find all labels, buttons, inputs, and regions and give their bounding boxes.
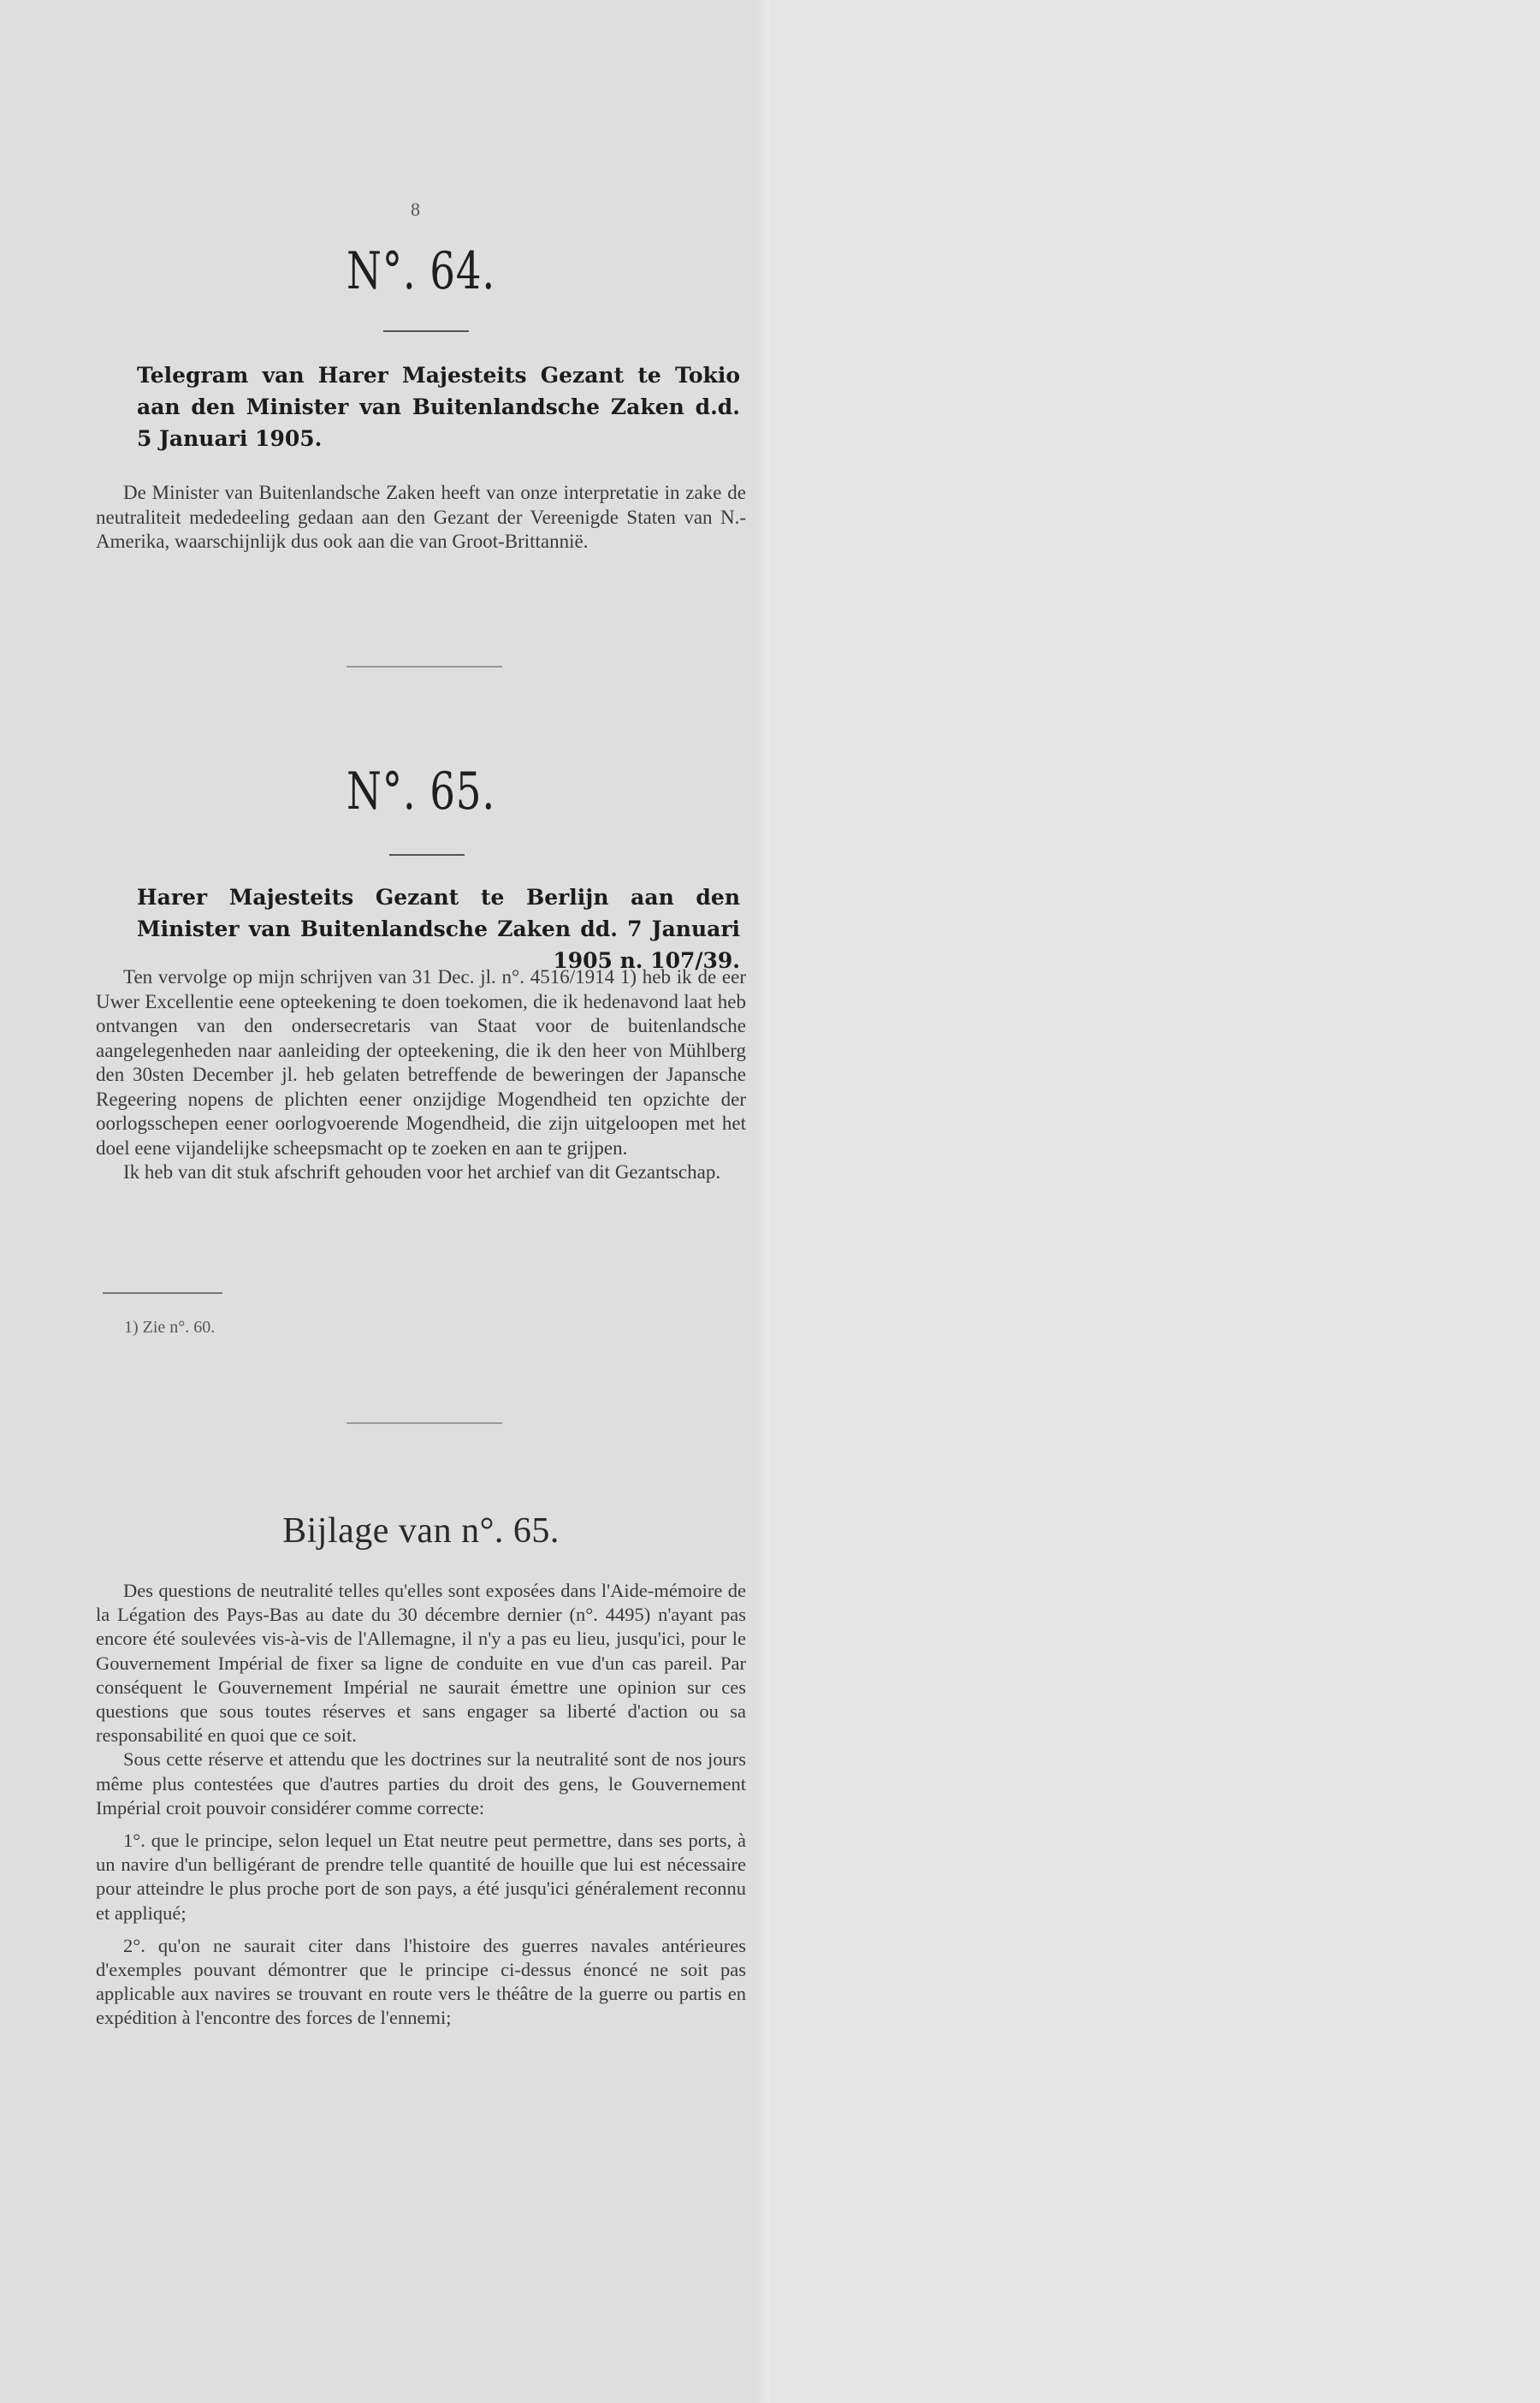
section-65-body bbox=[96, 965, 746, 1185]
bijlage-paragraph-2: Sous cette réserve et attendu que les doctrines sur la neutralité sont de nos jours même plus contestées que d'autres parties du droit des gens, le Gouvernement Impérial croit pouvoir considérer comme correcte: bbox=[96, 1748, 746, 1819]
section-divider-2 bbox=[346, 1422, 502, 1424]
bijlage-heading: Bijlage van n°. 65. bbox=[282, 1511, 560, 1551]
section-65-heading: N°. 65. bbox=[346, 762, 495, 822]
section-64-title: Telegram van Harer Majesteits Gezant te Tokio aan den Minister van Buitenlandsche Zaken d.d. 5 Januari 1905. bbox=[137, 363, 740, 451]
section-64-paragraph: De Minister van Buitenlandsche Zaken heeft van onze interpretatie in zake de neutraliteit mededeeling gedaan aan den Gezant der Vereenigde Staten van N.-Amerika, waarschijnlijk dus ook aan die van Groot-Brittannië. bbox=[96, 482, 746, 552]
bijlage-paragraph-3: 1°. que le principe, selon lequel un Etat neutre peut permettre, dans ses ports, à un navire d'un belligérant de prendre telle quantité de houille que lui est nécessaire pour atteindre le plus proche port de son pays, a été jusqu'ici généralement reconnu et appliqué; bbox=[96, 1830, 746, 1924]
section-divider bbox=[346, 666, 502, 668]
bijlage-paragraph-1: Des questions de neutralité telles qu'elles sont exposées dans l'Aide-mémoire de la Légation des Pays-Bas au date du 30 décembre dernier (n°. 4495) n'ayant pas encore été soulevées vis-à-vis de l'Allemagne, il n'y a pas eu lieu, jusqu'ici, pour le Gouvernement Impérial de fixer sa ligne de conduite en vue d'un cas pareil. Par conséquent le Gouvernement Impérial ne saurait émettre une opinion sur ces questions que sous toutes réserves et sans engager sa liberté d'action ou sa responsabilité en quoi que ce soit. bbox=[96, 1580, 746, 1747]
section-64-heading: N°. 64. bbox=[346, 241, 495, 301]
footnote-rule bbox=[103, 1292, 222, 1294]
section-64-body bbox=[96, 481, 746, 555]
section-65-title: Harer Majesteits Gezant te Berlijn aan den Minister van Buitenlandsche Zaken dd. 7 Januari 1905 n. 107/39. bbox=[137, 885, 740, 973]
right-page-blank bbox=[761, 0, 1540, 2403]
page-number: 8 bbox=[411, 199, 420, 220]
section-65-paragraph-1: Ten vervolge op mijn schrijven van 31 Dec. jl. n°. 4516/1914 1) heb ik de eer Uwer Excellentie eene opteekening te doen toekomen, die ik hedenavond laat heb ontvangen van den ondersecretaris van Staat voor de buitenlandsche aangelegenheden naar aanleiding der opteekening, die ik den heer von Mühlberg den 30sten December jl. heb gelaten betreffende de beweringen der Japansche Regeering nopens de plichten eener onzijdige Mogendheid ten opzichte der oorlogsschepen eener oorlogvoerende Mogendheid, die zijn uitgeloopen met het doel eene vijandelijke scheepsmacht op te zoeken en aan te grijpen. bbox=[96, 966, 746, 1159]
section-65-paragraph-2: Ik heb van dit stuk afschrift gehouden voor het archief van dit Gezantschap. bbox=[123, 1161, 721, 1183]
bijlage-paragraph-4: 2°. qu'on ne saurait citer dans l'histoire des guerres navales antérieures d'exemples pouvant démontrer que le principe ci-dessus énoncé ne soit pas applicable aux navires se trouvant en route vers le théâtre de la guerre ou partis en expédition à l'encontre des forces de l'ennemi; bbox=[96, 1934, 746, 2029]
footnote: 1) Zie n°. 60. bbox=[124, 1318, 216, 1337]
page-fold bbox=[753, 0, 770, 2403]
section-65-rule bbox=[389, 854, 465, 856]
section-64-rule bbox=[383, 330, 469, 332]
bijlage-body bbox=[96, 1579, 746, 2039]
